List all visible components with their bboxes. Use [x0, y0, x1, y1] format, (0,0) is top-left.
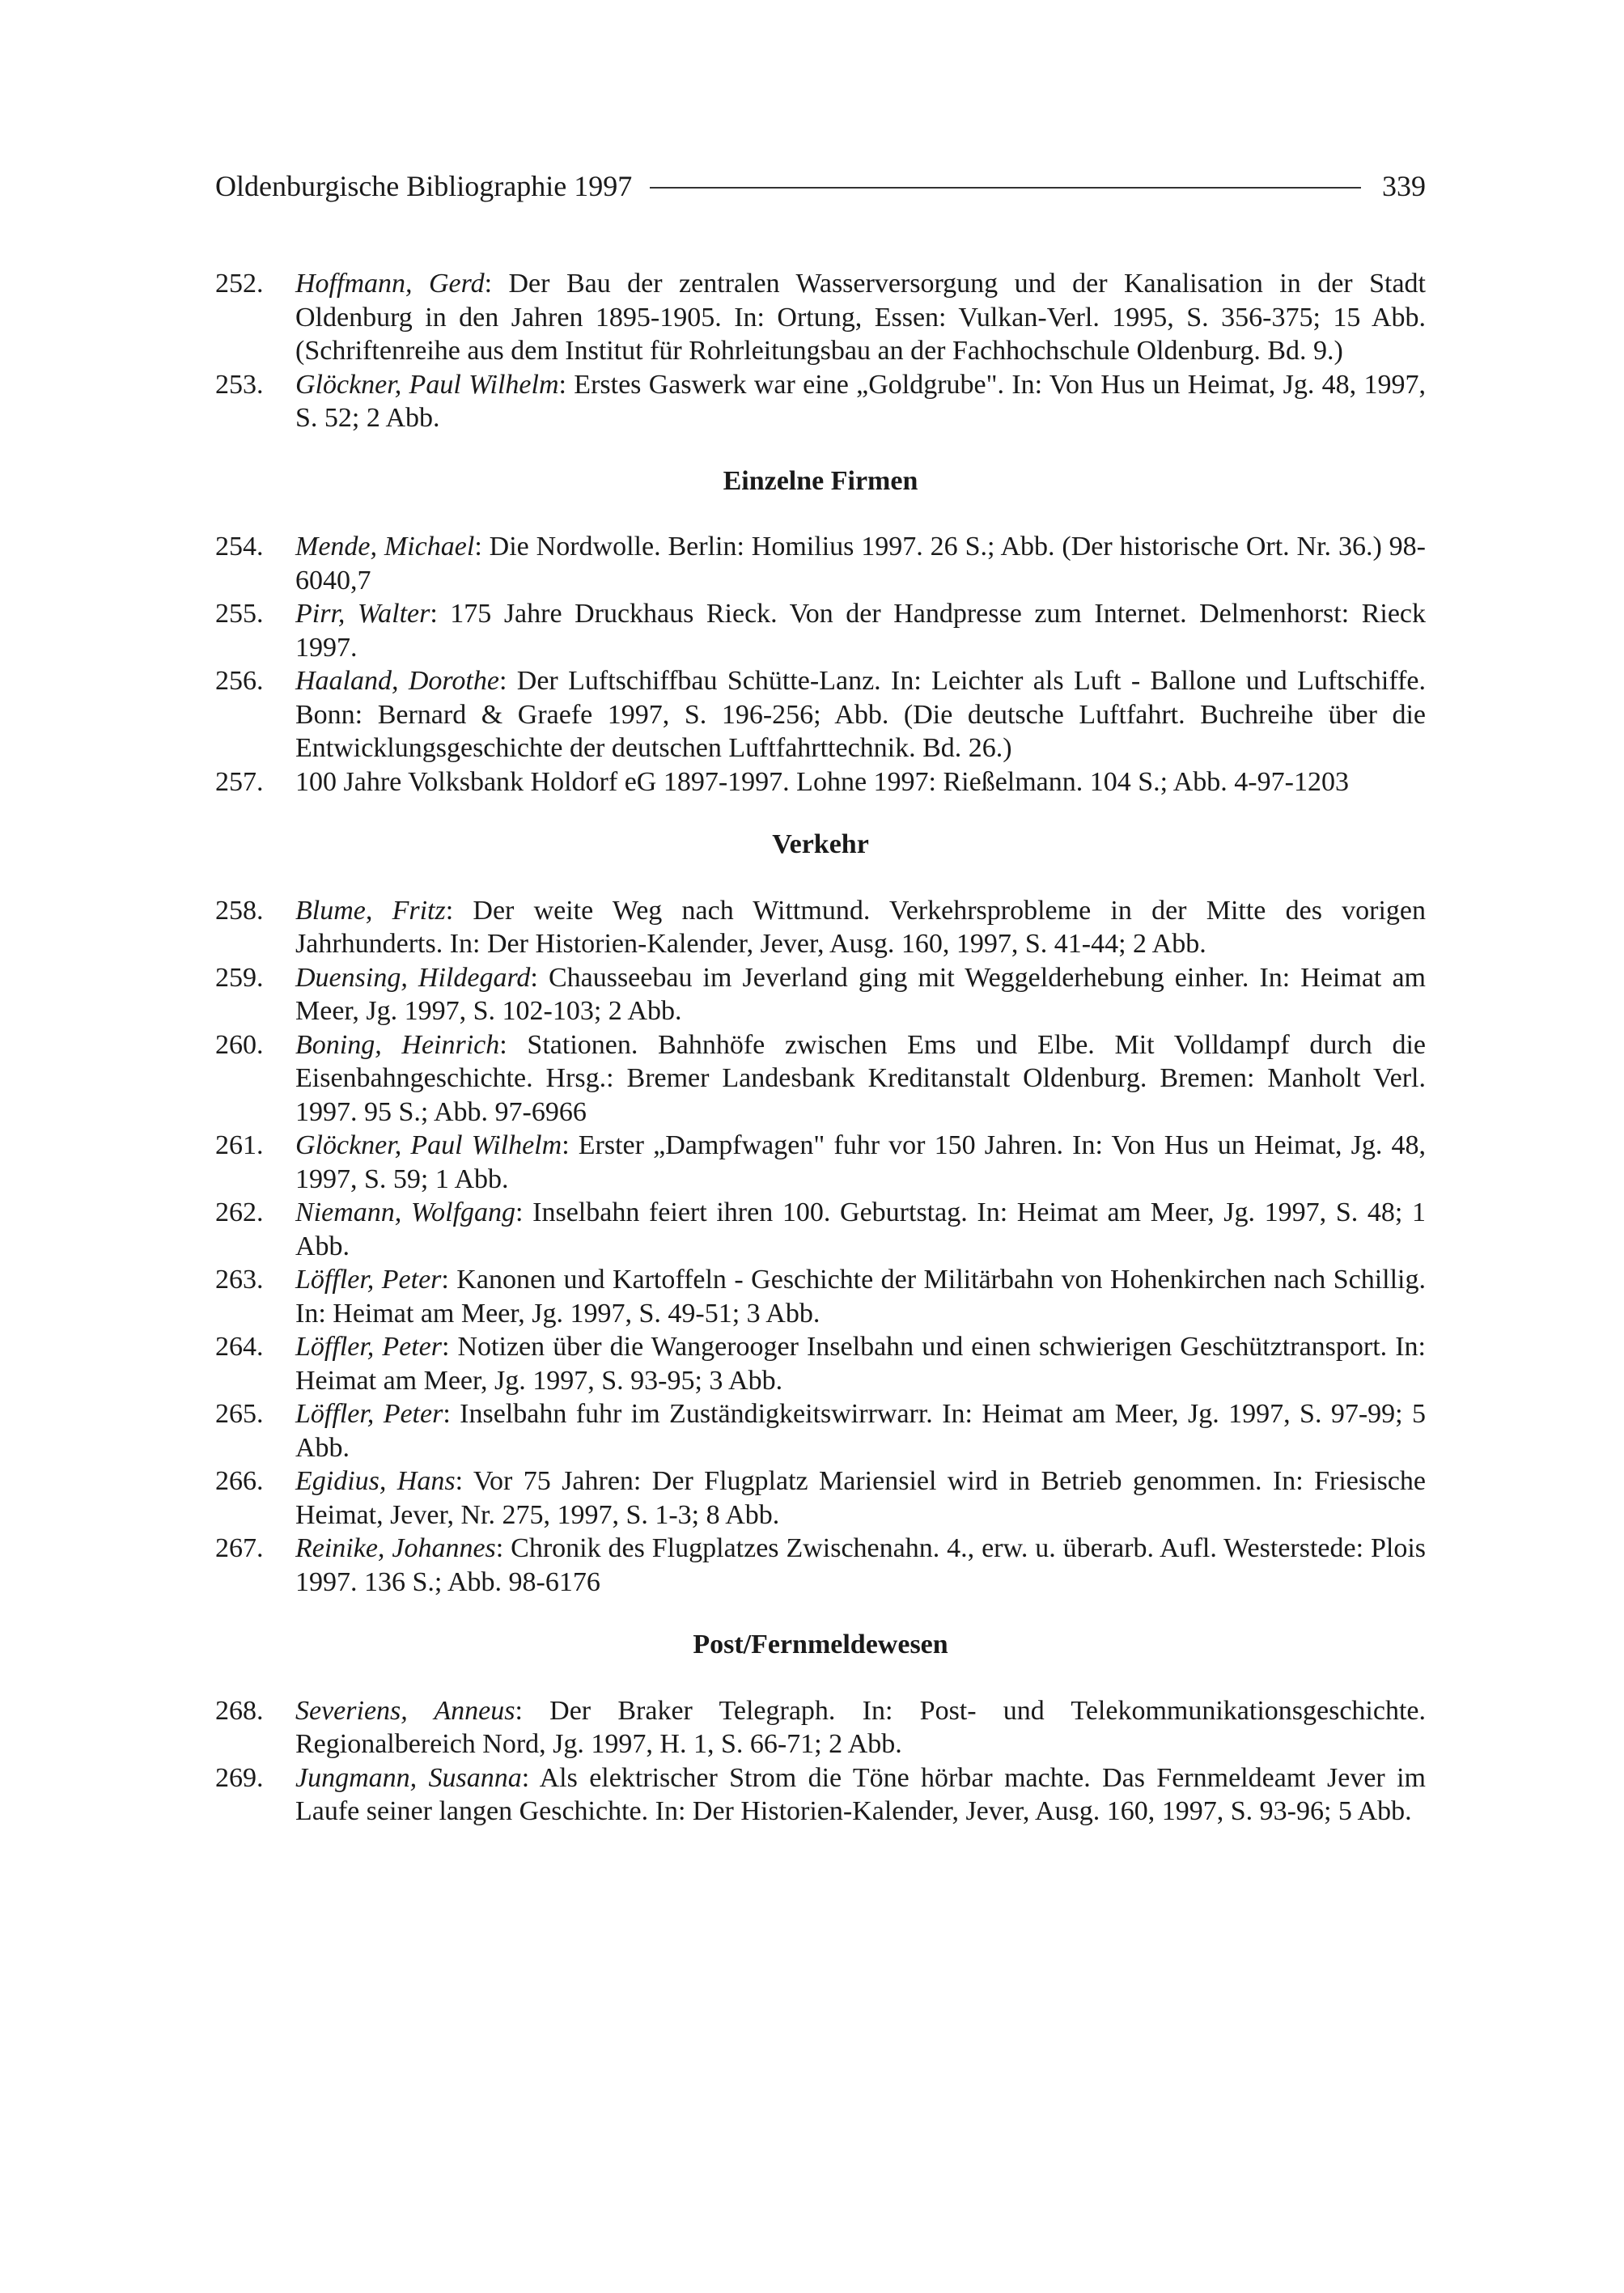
bibliography-entry [215, 1532, 1426, 1599]
entry-text: : Erster „Dampfwagen" fuhr vor 150 Jahren. In: Von Hus un Heimat, Jg. 48, 1997, S. 59; 1 Abb. [295, 1130, 1426, 1194]
entry-text: : Die Nordwolle. Berlin: Homilius 1997. 26 S.; Abb. (Der historische Ort. Nr. 36.) 98-6040,7 [295, 532, 1427, 596]
entry-text: : Kanonen und Kartoffeln - Geschichte der Militärbahn von Hohenkirchen nach Schillig. In: Heimat am Meer, Jg. 1997, S. 49-51; 3 Abb. [295, 1265, 1426, 1329]
entry-number: 268. [215, 1695, 264, 1726]
section-heading: Einzelne Firmen [723, 465, 918, 496]
entry-author: Löffler, Peter [295, 1399, 443, 1429]
entry-author: Blume, Fritz [295, 895, 446, 926]
bibliography-section [215, 828, 1426, 1599]
bibliography-section [215, 267, 1426, 435]
entry-number: 265. [215, 1399, 264, 1429]
bibliography-entry [215, 368, 1426, 435]
bibliography-entry [215, 1694, 1426, 1761]
bibliography-entry [215, 1129, 1426, 1196]
entry-author: Egidius, Hans [295, 1466, 456, 1496]
entry-text: : Inselbahn feiert ihren 100. Geburtstag. In: Heimat am Meer, Jg. 1997, S. 48; 1 Abb. [295, 1197, 1426, 1261]
entry-text: : Der Braker Telegraph. In: Post- und Telekommunikationsgeschichte. Regionalbereich Nord, Jg. 1997, H. 1, S. 66-71; 2 Abb. [295, 1695, 1426, 1759]
bibliography-section [215, 1628, 1426, 1829]
entry-text: : 175 Jahre Druckhaus Rieck. Von der Handpresse zum Internet. Delmenhorst: Rieck 1997. [295, 599, 1426, 663]
entry-number: 264. [215, 1332, 264, 1362]
entry-number: 255. [215, 599, 264, 629]
bibliography-entry [215, 267, 1426, 368]
entry-author: Pirr, Walter [295, 599, 430, 629]
entry-number: 269. [215, 1762, 264, 1793]
bibliography-entry [215, 961, 1426, 1028]
bibliography-entry [215, 597, 1426, 664]
entry-text: : Stationen. Bahnhöfe zwischen Ems und Elbe. Mit Volldampf durch die Eisenbahngeschichte. Hrsg.: Bremer Landesbank Kreditanstalt Oldenburg. Bremen: Manholt Verl. 1997. 95 S.; Abb. 97-6966 [295, 1029, 1426, 1127]
entry-text: : Der Bau der zentralen Wasserversorgung und der Kanalisation in der Stadt Oldenburg in den Jahren 1895-1905. In: Ortung, Essen: Vulkan-Verl. 1995, S. 356-375; 15 Abb. (Schriftenreihe aus dem Institut für Rohrleitungsbau an der Fachhochschule Oldenburg. Bd. 9.) [295, 269, 1426, 366]
bibliography-entry [215, 664, 1426, 765]
bibliography-entry [215, 530, 1426, 597]
entry-author: Jungmann, Susanna [295, 1762, 522, 1793]
entry-text: 100 Jahre Volksbank Holdorf eG 1897-1997. Lohne 1997: Rießelmann. 104 S.; Abb. 4-97-1203 [295, 766, 1349, 797]
entry-text: : Der Luftschiffbau Schütte-Lanz. In: Leichter als Luft - Ballone und Luftschiffe. Bonn: Bernard & Graefe 1997, S. 196-256; Abb. (Die deutsche Luftfahrt. Buchreihe über die Entwicklungsgeschichte der deutschen Luftfahrttechnik. Bd. 26.) [295, 666, 1426, 763]
entry-number: 266. [215, 1466, 264, 1496]
entry-author: Niemann, Wolfgang [295, 1197, 516, 1227]
bibliography-entry [215, 1397, 1426, 1464]
entry-number: 259. [215, 962, 264, 993]
entry-number: 261. [215, 1130, 264, 1160]
entry-author: Glöckner, Paul Wilhelm [295, 1130, 562, 1160]
running-header [215, 166, 1426, 206]
entry-number: 257. [215, 766, 264, 797]
bibliography-entry [215, 1028, 1426, 1130]
bibliography-entry [215, 894, 1426, 961]
bibliography-entry [215, 765, 1426, 799]
entry-author: Hoffmann, Gerd [295, 269, 485, 299]
entry-author: Glöckner, Paul Wilhelm [295, 369, 559, 400]
entry-author: Reinike, Johannes [295, 1533, 496, 1563]
entry-text: : Inselbahn fuhr im Zuständigkeitswirrwarr. In: Heimat am Meer, Jg. 1997, S. 97-99; 5 Abb. [295, 1399, 1426, 1463]
entry-author: Löffler, Peter [295, 1265, 442, 1295]
bibliography-entry [215, 1330, 1426, 1397]
entry-author: Haaland, Dorothe [295, 666, 499, 696]
entry-number: 263. [215, 1265, 264, 1295]
bibliography-entry [215, 1464, 1426, 1532]
bibliography-content [215, 267, 1426, 1829]
entry-author: Mende, Michael [295, 532, 475, 562]
entry-text: : Chausseebau im Jeverland ging mit Weggelderhebung einher. In: Heimat am Meer, Jg. 1997, S. 102-103; 2 Abb. [295, 962, 1426, 1026]
entry-text: : Erstes Gaswerk war eine „Goldgrube". In: Von Hus un Heimat, Jg. 48, 1997, S. 52; 2 Abb. [295, 369, 1426, 433]
entry-number: 256. [215, 666, 264, 696]
entry-number: 262. [215, 1197, 264, 1227]
entry-author: Severiens, Anneus [295, 1695, 515, 1726]
entry-number: 258. [215, 895, 264, 926]
entry-author: Löffler, Peter [295, 1332, 442, 1362]
entry-text: : Als elektrischer Strom die Töne hörbar machte. Das Fernmeldeamt Jever im Laufe seiner langen Geschichte. In: Der Historien-Kalender, Jever, Ausg. 160, 1997, S. 93-96; 5 Abb. [295, 1762, 1426, 1826]
page-number: 339 [1382, 170, 1426, 202]
entry-number: 253. [215, 369, 264, 400]
entry-text: : Notizen über die Wangerooger Inselbahn und einen schwierigen Geschütztransport. In: Heimat am Meer, Jg. 1997, S. 93-95; 3 Abb. [295, 1332, 1426, 1396]
section-heading: Verkehr [772, 829, 869, 859]
entry-text: : Vor 75 Jahren: Der Flugplatz Mariensiel wird in Betrieb genommen. In: Friesische Heimat, Jever, Nr. 275, 1997, S. 1-3; 8 Abb. [295, 1466, 1426, 1530]
entry-number: 254. [215, 532, 264, 562]
section-heading: Post/Fernmeldewesen [693, 1630, 948, 1659]
entry-number: 252. [215, 269, 264, 299]
bibliography-entry [215, 1196, 1426, 1263]
entry-author: Boning, Heinrich [295, 1029, 500, 1060]
entry-number: 260. [215, 1029, 264, 1060]
bibliography-section [215, 464, 1426, 799]
entry-text: : Chronik des Flugplatzes Zwischenahn. 4., erw. u. überarb. Aufl. Westerstede: Plois 1997. 136 S.; Abb. 98-6176 [295, 1533, 1426, 1597]
entry-text: : Der weite Weg nach Wittmund. Verkehrsprobleme in der Mitte des vorigen Jahrhunderts. In: Der Historien-Kalender, Jever, Ausg. 160, 1997, S. 41-44; 2 Abb. [295, 895, 1427, 959]
bibliography-entry [215, 1263, 1426, 1330]
header-rule [650, 187, 1361, 189]
header-title: Oldenburgische Bibliographie 1997 [215, 170, 633, 202]
entry-author: Duensing, Hildegard [295, 962, 531, 993]
entry-number: 267. [215, 1533, 264, 1563]
bibliography-entry [215, 1761, 1426, 1829]
